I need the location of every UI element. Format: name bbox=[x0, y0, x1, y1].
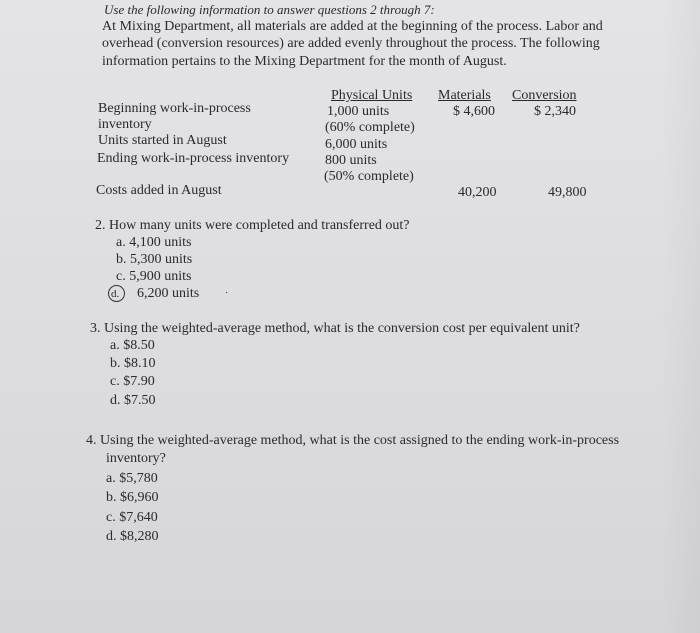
intro-line-1: At Mixing Department, all materials are added at the beginning of the process. Labor and bbox=[102, 19, 603, 34]
bwip-label-line1: Beginning work-in-process bbox=[98, 101, 251, 116]
q3-option-a: a. $8.50 bbox=[110, 338, 155, 353]
pen-dot-mark: · bbox=[225, 288, 229, 299]
intro-line-0: Use the following information to answer questions 2 through 7: bbox=[104, 2, 435, 17]
header-materials: Materials bbox=[438, 88, 491, 103]
bwip-conversion: $ 2,340 bbox=[534, 104, 576, 119]
ewip-label: Ending work-in-process inventory bbox=[97, 151, 290, 166]
q2-option-d: 6,200 units bbox=[137, 286, 200, 301]
question-3: 3. Using the weighted-average method, what is the conversion cost per equivalent unit? bbox=[90, 321, 580, 336]
q4-option-b: b. $6,960 bbox=[106, 490, 159, 505]
started-units: 6,000 units bbox=[325, 137, 388, 152]
bwip-label-line2: inventory bbox=[98, 117, 152, 132]
q3-option-d: d. $7.50 bbox=[110, 393, 156, 408]
q2-option-c: c. 5,900 units bbox=[116, 269, 192, 284]
ewip-units: 800 units bbox=[325, 153, 377, 168]
header-physical-units: Physical Units bbox=[331, 88, 413, 103]
question-2: 2. How many units were completed and transferred out? bbox=[95, 218, 410, 233]
intro-line-2: overhead (conversion resources) are added evenly throughout the process. The following bbox=[102, 36, 600, 51]
q3-option-b: b. $8.10 bbox=[110, 356, 156, 371]
bwip-units: 1,000 units bbox=[327, 104, 390, 119]
ewip-complete: (50% complete) bbox=[324, 169, 414, 184]
costs-conversion: 49,800 bbox=[548, 185, 587, 200]
q4-option-d: d. $8,280 bbox=[106, 529, 159, 544]
q2-option-a: a. 4,100 units bbox=[116, 235, 192, 250]
q4-option-c: c. $7,640 bbox=[106, 510, 158, 525]
question-4-line1: 4. Using the weighted-average method, what is the cost assigned to the ending work-in-process bbox=[86, 433, 620, 448]
bwip-materials: $ 4,600 bbox=[453, 104, 495, 119]
header-conversion: Conversion bbox=[512, 88, 577, 103]
bwip-complete: (60% complete) bbox=[325, 120, 415, 135]
question-4-line2: inventory? bbox=[106, 451, 166, 466]
started-label: Units started in August bbox=[98, 133, 227, 148]
q2-option-b: b. 5,300 units bbox=[116, 252, 193, 267]
page-shadow bbox=[660, 0, 700, 633]
q3-option-c: c. $7.90 bbox=[110, 374, 155, 389]
costs-label: Costs added in August bbox=[96, 183, 222, 198]
q4-option-a: a. $5,780 bbox=[106, 471, 158, 486]
q2-option-d-letter: d. bbox=[111, 288, 120, 300]
intro-line-3: information pertains to the Mixing Department for the month of August. bbox=[102, 54, 507, 69]
costs-materials: 40,200 bbox=[458, 185, 497, 200]
